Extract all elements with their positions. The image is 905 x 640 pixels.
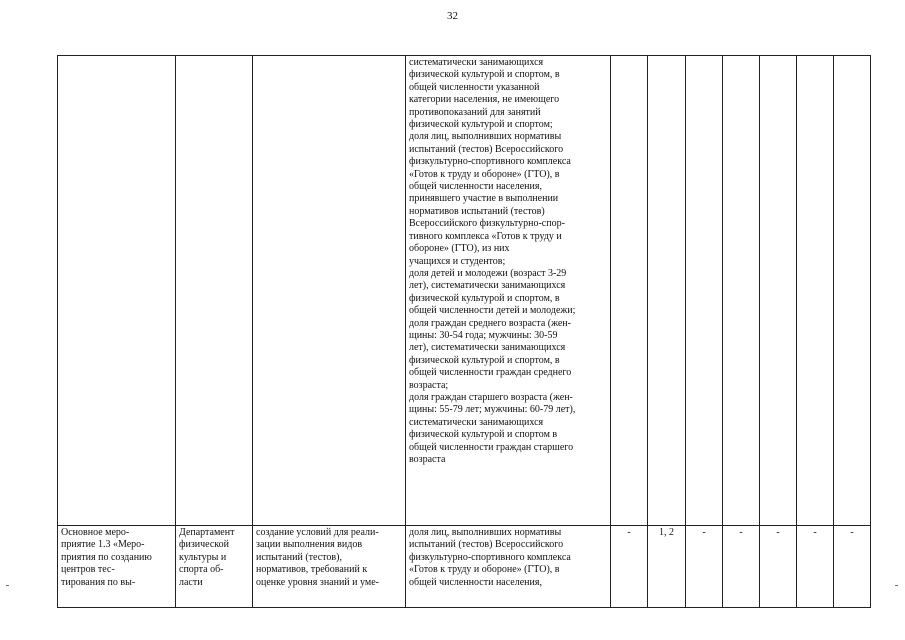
value-cell: - xyxy=(686,526,723,608)
text-line: общей численности указанной xyxy=(409,81,540,93)
text-line: физкультурно-спортивного комплекса xyxy=(409,156,571,168)
text-line: возраста xyxy=(409,454,446,465)
text-line: физкультурно-спортивного комплекса xyxy=(409,551,571,563)
text-line: физической культурой и спортом, в xyxy=(409,292,560,304)
text-line: приятия по созданию xyxy=(61,551,152,563)
text-line: испытаний (тестов) Всероссийского xyxy=(409,539,564,551)
text-line: общей численности граждан старшего xyxy=(409,441,574,453)
text-line: обороне» (ГТО), из них xyxy=(409,243,510,255)
value-cell xyxy=(834,56,871,526)
value-cell xyxy=(611,56,648,526)
scan-mark xyxy=(895,585,898,586)
value-cell: - xyxy=(834,526,871,608)
text-line: физической культурой и спортом в xyxy=(409,429,558,441)
text-line: лет), систематически занимающихся xyxy=(409,280,566,292)
expected-result-cell xyxy=(253,56,406,526)
value-cell: - xyxy=(611,526,648,608)
text-line: приятие 1.3 «Меро- xyxy=(61,539,145,551)
text-line: зации выполнения видов xyxy=(256,539,363,551)
text-line: культуры и xyxy=(179,551,227,563)
text-line: Департамент xyxy=(179,527,235,538)
text-line: Всероссийского физкультурно-спор- xyxy=(409,218,565,230)
program-table xyxy=(57,55,871,608)
executor-cell xyxy=(176,56,253,526)
text-line: общей численности граждан среднего xyxy=(409,367,572,379)
text-line: оценке уровня знаний и уме- xyxy=(256,576,379,588)
text-line: физической xyxy=(179,539,229,551)
value-cell: 1, 2 xyxy=(648,526,686,608)
text-line: систематически занимающихся xyxy=(409,416,544,428)
text-line: физической культурой и спортом, в xyxy=(409,69,560,81)
text-line: создание условий для реали- xyxy=(256,527,379,538)
table-row xyxy=(58,526,871,608)
text-line: центров тес- xyxy=(61,564,115,576)
value-cell xyxy=(686,56,723,526)
text-line: «Готов к труду и обороне» (ГТО), в xyxy=(409,168,560,180)
text-line: физической культурой и спортом; xyxy=(409,119,553,131)
measure-name-cell xyxy=(58,526,176,608)
expected-result-cell xyxy=(253,526,406,608)
text-line: общей численности населения, xyxy=(409,181,542,193)
text-line: Основное меро- xyxy=(61,527,130,538)
executor-cell xyxy=(176,526,253,608)
text-line: систематически занимающихся xyxy=(409,57,544,68)
value-cell xyxy=(648,56,686,526)
text-line: нормативов, требований к xyxy=(256,564,368,576)
text-line: тивного комплекса «Готов к труду и xyxy=(409,230,562,242)
indicator-cell xyxy=(406,56,611,526)
text-line: доля лиц, выполнивших нормативы xyxy=(409,527,562,538)
page-number: 32 xyxy=(447,10,458,22)
text-line: щины: 30-54 года; мужчины: 30-59 xyxy=(409,329,558,341)
value-cell xyxy=(760,56,797,526)
text-line: категории населения, не имеющего xyxy=(409,94,560,106)
value-cell: - xyxy=(760,526,797,608)
text-line: противопоказаний для занятий xyxy=(409,106,541,118)
text-line: физической культурой и спортом, в xyxy=(409,354,560,366)
text-line: доля лиц, выполнивших нормативы xyxy=(409,131,562,143)
value-cell: - xyxy=(797,526,834,608)
text-line: доля детей и молодежи (возраст 3-29 xyxy=(409,267,567,279)
text-line: принявшего участие в выполнении xyxy=(409,193,559,205)
text-line: учащихся и студентов; xyxy=(409,255,506,267)
text-line: щины: 55-79 лет; мужчины: 60-79 лет), xyxy=(409,404,576,416)
text-line: испытаний (тестов), xyxy=(256,551,342,563)
text-line: нормативов испытаний (тестов) xyxy=(409,205,545,217)
indicator-cell xyxy=(406,526,611,608)
text-line: возраста; xyxy=(409,379,449,391)
text-line: доля граждан старшего возраста (жен- xyxy=(409,391,573,403)
text-line: общей численности населения, xyxy=(409,576,542,588)
value-cell xyxy=(723,56,760,526)
text-line: «Готов к труду и обороне» (ГТО), в xyxy=(409,564,560,576)
measure-name-cell xyxy=(58,56,176,526)
text-line: доля граждан среднего возраста (жен- xyxy=(409,317,571,329)
value-cell: - xyxy=(723,526,760,608)
text-line: тирования по вы- xyxy=(61,576,136,588)
text-line: испытаний (тестов) Всероссийского xyxy=(409,143,564,155)
text-line: спорта об- xyxy=(179,564,224,576)
scan-mark xyxy=(6,585,9,586)
text-line: ласти xyxy=(179,576,203,588)
text-line: лет), систематически занимающихся xyxy=(409,342,566,354)
value-cell xyxy=(797,56,834,526)
table-row xyxy=(58,56,871,526)
text-line: общей численности детей и молодежи; xyxy=(409,305,576,317)
